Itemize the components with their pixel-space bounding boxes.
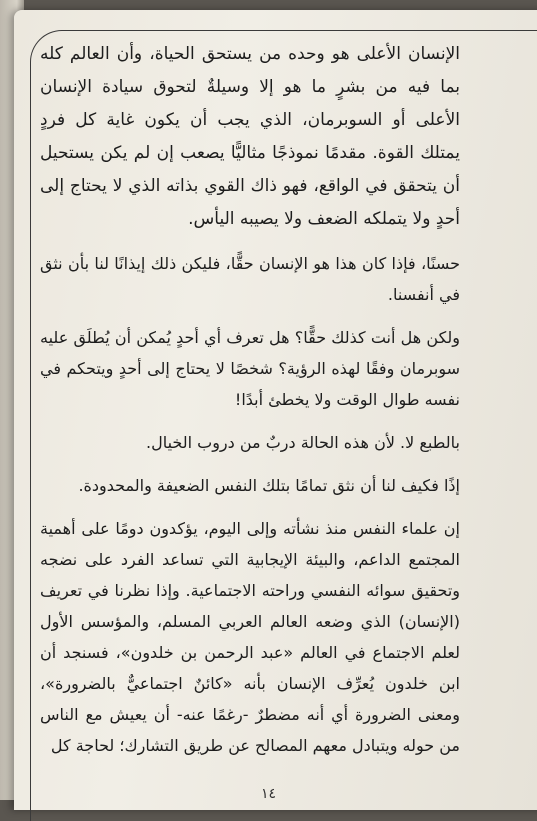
page-number: ١٤ xyxy=(260,786,277,802)
paragraph-4: بالطبع لا. لأن هذه الحالة دربٌ من دروب الخيال. xyxy=(145,433,460,452)
paragraph-3: ولكن هل أنت كذلك حقًّا؟ هل تعرف أي أحدٍ يُمكن أن يُطلَق عليه سوبرمان وفقًا لهذه الرؤية؟ شخصًا لا يحتاج إلى أحدٍ ويتحكم في نفسه طوال الوقت ولا يخطئ أبدًا! xyxy=(40,328,460,409)
paragraph-2: حسنًا، فإذا كان هذا هو الإنسان حقًّا، فليكن ذلك إيذانًا لنا بأن نثق في أنفسنا. xyxy=(40,254,460,304)
paragraph-1: الإنسان الأعلى هو وحده من يستحق الحياة، وأن العالم كله بما فيه من بشرٍ ما هو إلا وسيلةٌ لتحوق سيادة الإنسان الأعلى أو السوبرمان، الذي يجب أن يكون غاية كل فردٍ يمتلك القوة. مقدمًا نموذجًا مثاليًّا يصعب إن لم يكن يستحيل أن يتحقق في الواقع، فهو ذاك القوي بذاته الذي لا يحتاج إلى أحدٍ ولا يتملكه الضعف ولا يصيبه اليأس. xyxy=(40,44,460,229)
page-body xyxy=(40,38,460,773)
paragraph-5: إذًا فكيف لنا أن نثق تمامًا بتلك النفس الضعيفة والمحدودة. xyxy=(78,476,460,495)
paragraph-6: إن علماء النفس منذ نشأته وإلى اليوم، يؤكدون دومًا على أهمية المجتمع الداعم، والبيئة الإيجابية التي تساعد الفرد على نضجه وتحقيق سوائه النفسي وراحته الاجتماعية. وإذا نظرنا في تعريف (الإنسان) الذي وضعه العالم العربي المسلم، والمؤسس الأول لعلم الاجتماع في العالم «عبد الرحمن بن خلدون»، فسنجد أن ابن خلدون يُعرِّف الإنسان بأنه «كائنٌ اجتماعيٌّ بالضرورة»، ومعنى الضرورة أي أنه مضطرٌ -رغمًا عنه- أن يعيش مع الناس من حوله ويتبادل معهم المصالح عن طريق التشارك؛ لحاجة كل xyxy=(40,519,460,755)
